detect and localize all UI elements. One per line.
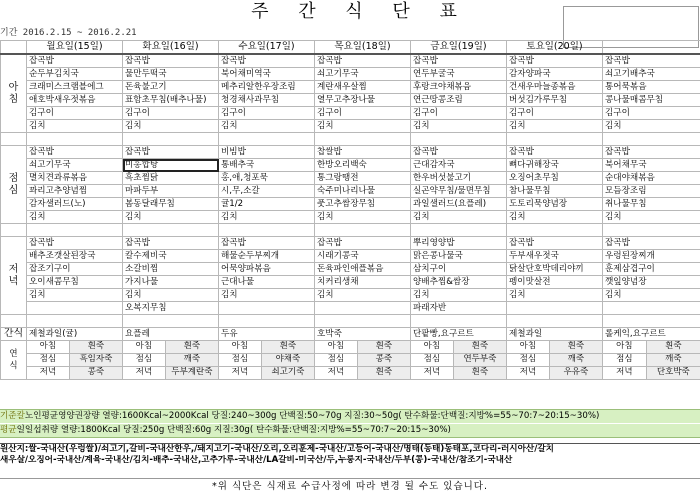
menu-cell[interactable]: 김치: [27, 211, 123, 224]
menu-cell[interactable]: 애호박새우젓볶음: [27, 94, 123, 107]
gap-cell: [27, 133, 123, 146]
menu-cell[interactable]: 시래기콩국: [315, 250, 411, 263]
menu-cell[interactable]: 모듬장조림: [603, 185, 700, 198]
late-day-cell: [411, 341, 507, 354]
notice-text: *위 식단은 식재료 수급사정에 따라 변경 될 수도 있습니다.: [0, 478, 700, 495]
menu-cell[interactable]: 김구이: [603, 107, 700, 120]
late-meal-value[interactable]: 흰죽: [454, 341, 506, 353]
breakfast-label-char: 침: [8, 93, 19, 105]
corner-cell: [1, 41, 27, 55]
menu-cell[interactable]: 감자양파국: [507, 68, 603, 81]
snack-cell[interactable]: 롤케익,요구르트: [603, 328, 700, 341]
late-meal-value[interactable]: 깨죽: [550, 354, 602, 366]
late-time-label: 아침: [315, 341, 358, 353]
menu-cell[interactable]: 근대감자국: [411, 159, 507, 172]
gap-cell: [315, 224, 411, 237]
menu-cell[interactable]: 버섯김가루무침: [507, 94, 603, 107]
late-day-cell: [315, 354, 411, 367]
nutrition-tag-1: 기준칼: [0, 411, 25, 421]
menu-cell[interactable]: 오복지무침: [123, 302, 219, 315]
late-meal-value[interactable]: 콩죽: [70, 367, 122, 379]
menu-cell[interactable]: 잡곡밥: [315, 237, 411, 250]
late-time-label: 아침: [27, 341, 70, 353]
late-time-label: 아침: [219, 341, 262, 353]
nutrition-standard-text: 노인평균영양권장량 열량:1600Kcal~2000Kcal 당질:240~300g 단백질:50~70g 지질:30~50g( 탄수화물:단백질:지방%=55~70:7~20:15~30%): [24, 411, 600, 421]
menu-cell[interactable]: 김구이: [315, 107, 411, 120]
lunch-row: [1, 198, 700, 211]
late-meal-value[interactable]: 흰죽: [70, 341, 122, 353]
menu-cell[interactable]: 쇠고기배추국: [603, 68, 700, 81]
menu-cell[interactable]: 김치: [507, 211, 603, 224]
dinner-row: [1, 263, 700, 276]
day-header[interactable]: 목요일(18일): [315, 41, 411, 55]
menu-cell[interactable]: 돈육불고기: [123, 81, 219, 94]
late-meal-value[interactable]: 흰죽: [454, 367, 506, 379]
late-meal-value[interactable]: 쇠고기죽: [262, 367, 314, 379]
late-meal-value[interactable]: 단호박죽: [647, 367, 700, 379]
late-time-label: 아침: [123, 341, 166, 353]
late-meal-value[interactable]: 두부계란죽: [166, 367, 218, 379]
lunch-row: [1, 185, 700, 198]
menu-cell[interactable]: 실곤약무침/물면무침: [411, 185, 507, 198]
gap-cell: [507, 224, 603, 237]
menu-cell[interactable]: 돈육파인애플볶음: [315, 263, 411, 276]
late-time-label: 저녁: [27, 367, 70, 379]
menu-cell[interactable]: 순대야채볶음: [603, 172, 700, 185]
late-time-label: 저녁: [603, 367, 647, 379]
late-time-label: 아침: [411, 341, 454, 353]
menu-cell[interactable]: 통어묵볶음: [603, 81, 700, 94]
breakfast-row: [1, 120, 700, 133]
day-header[interactable]: [603, 41, 700, 55]
menu-cell[interactable]: 시,무,소갈: [219, 185, 315, 198]
menu-cell[interactable]: [219, 302, 315, 315]
page-title: 주 간 식 단 표: [251, 1, 469, 22]
late-label-char: 연: [9, 349, 18, 359]
lunch-row: [1, 159, 700, 172]
gap-cell: [603, 133, 700, 146]
menu-cell[interactable]: 잡곡밥: [603, 146, 700, 159]
gap-cell: [507, 133, 603, 146]
menu-cell[interactable]: 잡곡밥: [123, 237, 219, 250]
menu-cell[interactable]: 잡곡밥: [27, 54, 123, 68]
gap-cell: [315, 315, 411, 328]
menu-cell[interactable]: 잡곡밥: [507, 146, 603, 159]
late-time-label: 저녁: [315, 367, 358, 379]
menu-cell[interactable]: 김치: [123, 211, 219, 224]
snack-cell[interactable]: 제철과일: [507, 328, 603, 341]
menu-cell[interactable]: 풋고추쌈장무침: [315, 198, 411, 211]
late-day-cell: [123, 367, 219, 380]
breakfast-row: [1, 94, 700, 107]
origin-info: [0, 443, 700, 478]
menu-cell[interactable]: 잡곡밥: [27, 237, 123, 250]
menu-cell[interactable]: 메추리알한우장조림: [219, 81, 315, 94]
menu-cell[interactable]: 잡곡밥: [123, 146, 219, 159]
menu-cell[interactable]: 김치: [219, 120, 315, 133]
menu-cell[interactable]: 김치: [219, 289, 315, 302]
late-time-label: 점심: [315, 354, 358, 366]
breakfast-row: [1, 54, 700, 68]
menu-cell[interactable]: 잡곡밥: [411, 146, 507, 159]
menu-cell[interactable]: 연근땅콩조림: [411, 94, 507, 107]
menu-cell[interactable]: 쇠고기무국: [315, 68, 411, 81]
menu-cell[interactable]: 오징어초무침: [507, 172, 603, 185]
gap-cell: [603, 224, 700, 237]
late-time-label: 점심: [411, 354, 454, 366]
late-time-label: 점심: [123, 354, 166, 366]
late-day-cell: [603, 341, 700, 354]
late-time-label: 점심: [27, 354, 70, 366]
breakfast-row: [1, 81, 700, 94]
gap-cell: [27, 224, 123, 237]
menu-cell[interactable]: 해물순두부찌개: [219, 250, 315, 263]
late-meal-value[interactable]: 깨죽: [166, 354, 218, 366]
snack-cell[interactable]: 요플레: [123, 328, 219, 341]
menu-cell[interactable]: 잡곡밥: [219, 54, 315, 68]
menu-cell[interactable]: 잡조기구이: [27, 263, 123, 276]
gap-cell: [219, 133, 315, 146]
lunch-label: [1, 146, 27, 224]
gap-cell: [411, 224, 507, 237]
late-time-label: 점심: [219, 354, 262, 366]
late-day-cell: [411, 367, 507, 380]
menu-cell[interactable]: 김치: [411, 289, 507, 302]
menu-cell[interactable]: 맑은콩나물국: [411, 250, 507, 263]
breakfast-row: [1, 68, 700, 81]
day-header[interactable]: 수요일(17일): [219, 41, 315, 55]
menu-cell[interactable]: 깻잎양념장: [603, 276, 700, 289]
menu-cell[interactable]: 후랑크야채볶음: [411, 81, 507, 94]
snack-cell[interactable]: 두유: [219, 328, 315, 341]
dinner-label-char: 녁: [8, 275, 19, 287]
menu-cell[interactable]: 연두부굴국: [411, 68, 507, 81]
menu-cell[interactable]: 순두부김치국: [27, 68, 123, 81]
menu-cell[interactable]: 김구이: [219, 107, 315, 120]
late-day-cell: [411, 354, 507, 367]
menu-cell[interactable]: 한방오리백숙: [315, 159, 411, 172]
late-meal-value[interactable]: 콩죽: [358, 354, 410, 366]
dinner-row: [1, 276, 700, 289]
lunch-label-char: 심: [8, 184, 19, 196]
menu-cell[interactable]: 홍,애,청포묵: [219, 172, 315, 185]
late-day-cell: [27, 341, 123, 354]
gap-cell: [123, 133, 219, 146]
late-meal-value[interactable]: 흰죽: [647, 341, 700, 353]
late-time-label: 점심: [603, 354, 647, 366]
menu-cell[interactable]: 취나물무침: [603, 198, 700, 211]
menu-cell[interactable]: 숙주미나리나물: [315, 185, 411, 198]
menu-cell[interactable]: 우렁된장찌개: [603, 250, 700, 263]
menu-cell[interactable]: 김구이: [123, 107, 219, 120]
menu-cell[interactable]: 배추조갯살된장국: [27, 250, 123, 263]
menu-cell[interactable]: 소갈비찜: [123, 263, 219, 276]
late-time-label: 아침: [603, 341, 647, 353]
late-time-label: 저녁: [411, 367, 454, 379]
late-time-label: 저녁: [123, 367, 166, 379]
menu-cell[interactable]: 어묵양파볶음: [219, 263, 315, 276]
menu-cell[interactable]: 가지나물: [123, 276, 219, 289]
menu-cell[interactable]: 북어채무국: [603, 159, 700, 172]
gap-cell: [603, 315, 700, 328]
late-meal-value[interactable]: 연두부죽: [454, 354, 506, 366]
late-meal-value[interactable]: 야채죽: [262, 354, 314, 366]
menu-cell[interactable]: 꽈리고추양념찜: [27, 185, 123, 198]
menu-cell[interactable]: 치커리생채: [315, 276, 411, 289]
menu-cell[interactable]: 참나물무침: [507, 185, 603, 198]
menu-cell[interactable]: 계란새우살찜: [315, 81, 411, 94]
dinner-row: [1, 302, 700, 315]
gap-cell: [507, 315, 603, 328]
late-day-cell: [27, 367, 123, 380]
menu-cell[interactable]: 두부새우젓국: [507, 250, 603, 263]
menu-cell[interactable]: 김치: [603, 211, 700, 224]
late-day-cell: [27, 354, 123, 367]
menu-cell[interactable]: [507, 302, 603, 315]
menu-cell[interactable]: 북어채미역국: [219, 68, 315, 81]
menu-cell[interactable]: 미홍합탕: [123, 159, 219, 172]
gap-cell: [219, 315, 315, 328]
day-header[interactable]: 토요일(20일): [507, 41, 603, 55]
menu-cell[interactable]: 김치: [603, 120, 700, 133]
menu-cell[interactable]: 쇠고기무국: [27, 159, 123, 172]
menu-cell[interactable]: 과일샐러드(요플레): [411, 198, 507, 211]
menu-cell[interactable]: 잡곡밥: [27, 146, 123, 159]
menu-cell[interactable]: 잡곡밥: [603, 54, 700, 68]
gap-cell: [123, 315, 219, 328]
menu-cell[interactable]: 파래자반: [411, 302, 507, 315]
menu-cell[interactable]: 잡곡밥: [507, 237, 603, 250]
gap-cell: [1, 224, 27, 237]
menu-cell[interactable]: 봄동달래무침: [123, 198, 219, 211]
lunch-row: [1, 172, 700, 185]
lunch-row: [1, 211, 700, 224]
menu-cell[interactable]: 김치: [123, 289, 219, 302]
late-meal-value[interactable]: 깨죽: [647, 354, 700, 366]
gap-cell: [1, 133, 27, 146]
menu-cell[interactable]: 김치: [507, 289, 603, 302]
late-day-cell: [219, 367, 315, 380]
gap-cell: [315, 133, 411, 146]
late-meal-value[interactable]: 흑임자죽: [70, 354, 122, 366]
menu-cell[interactable]: 김치: [507, 120, 603, 133]
menu-cell[interactable]: 멸치견과류볶음: [27, 172, 123, 185]
menu-cell[interactable]: 훈제삼겹구이: [603, 263, 700, 276]
menu-cell[interactable]: 도토리묵양념장: [507, 198, 603, 211]
late-day-cell: [315, 341, 411, 354]
gap-cell: [219, 224, 315, 237]
menu-cell[interactable]: 흑초찜닭: [123, 172, 219, 185]
menu-cell[interactable]: 칼수제비국: [123, 250, 219, 263]
late-day-cell: [603, 367, 700, 380]
menu-cell[interactable]: 통그랑땡전: [315, 172, 411, 185]
late-meal-value[interactable]: 흰죽: [358, 367, 410, 379]
gap-cell: [411, 315, 507, 328]
menu-cell[interactable]: 오이새콤무침: [27, 276, 123, 289]
menu-cell[interactable]: 김치: [603, 289, 700, 302]
late-time-label: 아침: [507, 341, 550, 353]
menu-cell[interactable]: 건새우마늘종볶음: [507, 81, 603, 94]
dinner-row: [1, 250, 700, 263]
dinner-label: [1, 237, 27, 315]
breakfast-label-char: 아: [8, 81, 19, 93]
menu-cell[interactable]: 잡곡밥: [219, 237, 315, 250]
nutrition-average-text: 일일섭취량 열량:1800Kcal 당질:250g 단백질:60g 지질:30g( 탄수화물:단백질:지방%=55~70:7~20:15~30%): [16, 425, 451, 435]
menu-cell[interactable]: 뿌리영양밥: [411, 237, 507, 250]
gap-cell: [411, 133, 507, 146]
menu-cell[interactable]: 근대나물: [219, 276, 315, 289]
nutrition-tag-2: 평균: [0, 425, 17, 435]
menu-cell[interactable]: 김치: [315, 120, 411, 133]
late-label-char: 식: [9, 361, 18, 371]
menu-cell[interactable]: 김치: [411, 120, 507, 133]
gap-cell: [123, 224, 219, 237]
late-meal-value[interactable]: 흰죽: [262, 341, 314, 353]
late-meal-value[interactable]: 흰죽: [550, 341, 602, 353]
late-day-cell: [507, 354, 603, 367]
menu-cell[interactable]: 잡곡밥: [603, 237, 700, 250]
menu-cell[interactable]: 잡곡밥: [123, 54, 219, 68]
late-meal-value[interactable]: 우유죽: [550, 367, 602, 379]
menu-cell[interactable]: 김치: [315, 211, 411, 224]
late-day-cell: [507, 341, 603, 354]
menu-cell[interactable]: 귤1/2: [219, 198, 315, 211]
menu-cell[interactable]: 김치: [411, 211, 507, 224]
snack-label: 간식: [1, 328, 27, 341]
menu-cell[interactable]: [315, 302, 411, 315]
menu-cell[interactable]: 표함초무침(배추나물): [123, 94, 219, 107]
period-label: 기간 2016.2.15 ~ 2016.2.21: [0, 28, 137, 38]
menu-cell[interactable]: 김치: [315, 289, 411, 302]
late-day-cell: [315, 367, 411, 380]
day-header[interactable]: 금요일(19일): [411, 41, 507, 55]
menu-cell[interactable]: 찹쌀밥: [315, 146, 411, 159]
weekly-menu-table: [0, 40, 700, 380]
late-day-cell: [219, 341, 315, 354]
menu-cell[interactable]: 양배추찜&쌈장: [411, 276, 507, 289]
day-header[interactable]: 화요일(16일): [123, 41, 219, 55]
gap-cell: [27, 315, 123, 328]
late-day-cell: [603, 354, 700, 367]
late-meal-label: [1, 341, 27, 380]
menu-cell[interactable]: 삼치구이: [411, 263, 507, 276]
late-meal-value[interactable]: 흰죽: [358, 341, 410, 353]
menu-cell[interactable]: 김치: [27, 289, 123, 302]
menu-cell[interactable]: 김구이: [27, 107, 123, 120]
menu-cell[interactable]: 콩나물매콤무침: [603, 94, 700, 107]
menu-cell[interactable]: 물만두떡국: [123, 68, 219, 81]
late-day-cell: [219, 354, 315, 367]
menu-cell[interactable]: [603, 302, 700, 315]
menu-cell[interactable]: 잡곡밥: [507, 54, 603, 68]
late-day-cell: [507, 367, 603, 380]
menu-cell[interactable]: 뼈다귀해장국: [507, 159, 603, 172]
breakfast-row: [1, 107, 700, 120]
late-meal-value[interactable]: 흰죽: [166, 341, 218, 353]
late-time-label: 점심: [507, 354, 550, 366]
menu-cell[interactable]: 김치: [219, 211, 315, 224]
menu-cell[interactable]: 김치: [27, 120, 123, 133]
snack-cell[interactable]: 단팥빵,요구르트: [411, 328, 507, 341]
breakfast-label: [1, 54, 27, 133]
menu-cell[interactable]: 김구이: [411, 107, 507, 120]
menu-cell[interactable]: 한우버섯불고기: [411, 172, 507, 185]
nutrition-standard-band: [0, 409, 700, 423]
dinner-row: [1, 237, 700, 250]
snack-cell[interactable]: 제철과일(귤): [27, 328, 123, 341]
menu-cell[interactable]: 펭이맛살전: [507, 276, 603, 289]
late-time-label: 저녁: [507, 367, 550, 379]
menu-cell[interactable]: 잡곡밥: [411, 54, 507, 68]
late-time-label: 저녁: [219, 367, 262, 379]
nutrition-average-band: [0, 424, 700, 438]
dinner-row: [1, 289, 700, 302]
origin-line-2: 새우살/오징어-국내산/계육-국내산/김치-배추-국내산,고추가루-국내산/LA갈비-미국산/두,누룽지-국내산/두부(콩)-국내산/참조기-국내산: [0, 455, 513, 465]
snack-cell[interactable]: 호박죽: [315, 328, 411, 341]
late-day-cell: [123, 354, 219, 367]
menu-cell[interactable]: 비빔밥: [219, 146, 315, 159]
dinner-label-char: 저: [8, 263, 19, 275]
menu-cell[interactable]: 김구이: [507, 107, 603, 120]
menu-cell[interactable]: [27, 302, 123, 315]
day-header[interactable]: 월요일(15일): [27, 41, 123, 55]
menu-cell[interactable]: 청경채사과무침: [219, 94, 315, 107]
menu-cell[interactable]: 감자샐러드(노): [27, 198, 123, 211]
lunch-row: [1, 146, 700, 159]
gap-cell: [1, 315, 27, 328]
menu-cell[interactable]: 통배추국: [219, 159, 315, 172]
origin-line-1: 원산지:쌀-국내산(우렁쌀)/쇠고기,갈비-국내산한우,/돼지고기-국내산/오리,오리훈제-국내산/고등어-국내산/명태(동태)동태포,코다리-러시아산/갈치: [0, 444, 554, 454]
menu-cell[interactable]: 잡곡밥: [315, 54, 411, 68]
menu-cell[interactable]: 마파두부: [123, 185, 219, 198]
menu-cell[interactable]: 김치: [123, 120, 219, 133]
menu-cell[interactable]: 크래미스크램블에그: [27, 81, 123, 94]
lunch-label-char: 점: [8, 172, 19, 184]
menu-cell[interactable]: 열무고추장나물: [315, 94, 411, 107]
menu-cell[interactable]: 닭살단호박데리야끼: [507, 263, 603, 276]
late-day-cell: [123, 341, 219, 354]
